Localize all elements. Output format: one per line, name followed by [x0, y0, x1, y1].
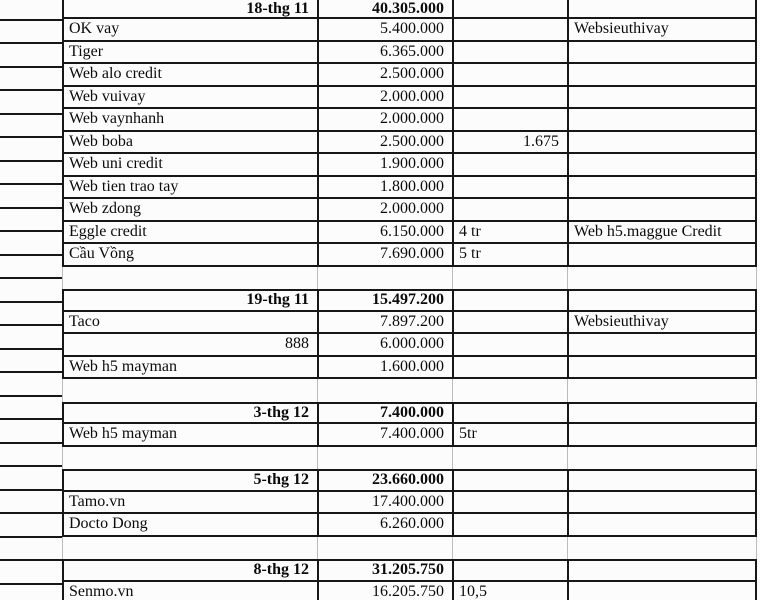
amount-cell[interactable]: 1.800.000 [319, 177, 454, 200]
table-row [62, 199, 757, 222]
name-cell[interactable]: Web tien trao tay [64, 177, 319, 200]
table-row [62, 424, 757, 447]
note-cell[interactable] [569, 87, 757, 110]
stub-cell[interactable] [0, 91, 62, 115]
date-header-row [62, 402, 757, 425]
total-cell[interactable]: 40.305.000 [319, 0, 454, 19]
spacer-cell[interactable] [453, 267, 568, 290]
amount-cell[interactable]: 17.400.000 [319, 492, 454, 515]
note-cell[interactable]: Websieuthivay [569, 19, 757, 42]
table-row [62, 154, 757, 177]
spacer-cell[interactable] [63, 537, 318, 560]
spacer-cell[interactable] [63, 379, 318, 402]
amount-cell[interactable]: 7.897.200 [319, 312, 454, 335]
spacer-cell[interactable] [63, 267, 318, 290]
amount-cell[interactable]: 6.150.000 [319, 222, 454, 245]
stub-cell[interactable] [0, 21, 62, 45]
note-cell[interactable] [569, 582, 757, 600]
name-cell[interactable]: Web alo credit [64, 64, 319, 87]
note-cell[interactable] [569, 357, 757, 380]
date-header-row [62, 559, 757, 582]
total-cell[interactable]: 31.205.750 [319, 561, 454, 582]
stub-cell[interactable] [0, 373, 62, 397]
note-cell[interactable] [569, 334, 757, 357]
stub-cell[interactable] [0, 44, 62, 68]
table-row [62, 109, 757, 132]
extra-cell[interactable]: 4 tr [454, 222, 569, 245]
stub-cell[interactable] [0, 138, 62, 162]
spacer-cell[interactable] [318, 537, 453, 560]
spacer-cell[interactable] [568, 447, 757, 470]
stub-cell[interactable] [0, 115, 62, 139]
extra-cell[interactable] [454, 199, 569, 222]
note-cell[interactable] [569, 199, 757, 222]
date-cell[interactable]: 19-thg 11 [64, 291, 319, 312]
stub-cell[interactable] [0, 232, 62, 256]
stub-cell[interactable] [0, 561, 62, 585]
extra-cell[interactable] [454, 109, 569, 132]
note-cell[interactable] [569, 291, 757, 312]
amount-cell[interactable]: 1.900.000 [319, 154, 454, 177]
table-row [62, 312, 757, 335]
stub-cell[interactable] [0, 491, 62, 515]
date-cell[interactable]: 3-thg 12 [64, 404, 319, 425]
extra-cell[interactable]: 5tr [454, 424, 569, 447]
stub-cell[interactable] [0, 209, 62, 233]
note-cell[interactable]: Websieuthivay [569, 312, 757, 335]
note-cell[interactable] [569, 492, 757, 515]
extra-cell[interactable] [454, 357, 569, 380]
amount-cell[interactable]: 6.000.000 [319, 334, 454, 357]
extra-cell[interactable] [454, 471, 569, 492]
extra-cell[interactable] [454, 154, 569, 177]
spacer-cell[interactable] [453, 379, 568, 402]
extra-cell[interactable] [454, 0, 569, 19]
name-cell[interactable]: 888 [64, 334, 319, 357]
name-cell[interactable]: Taco [64, 312, 319, 335]
date-header-row [62, 0, 757, 19]
spacer-cell[interactable] [568, 379, 757, 402]
stub-cell[interactable] [0, 303, 62, 327]
note-cell[interactable]: Web h5.maggue Credit [569, 222, 757, 245]
table-row [62, 64, 757, 87]
amount-cell[interactable]: 2.500.000 [319, 132, 454, 155]
date-header-row [62, 469, 757, 492]
extra-cell[interactable] [454, 334, 569, 357]
note-cell[interactable] [569, 514, 757, 537]
name-cell[interactable]: Eggle credit [64, 222, 319, 245]
extra-cell[interactable] [454, 177, 569, 200]
stub-cell[interactable] [0, 467, 62, 491]
extra-cell[interactable] [454, 291, 569, 312]
spacer-cell[interactable] [318, 267, 453, 290]
stub-cell[interactable] [0, 68, 62, 92]
amount-cell[interactable]: 2.000.000 [319, 87, 454, 110]
note-cell[interactable] [569, 471, 757, 492]
spacer-row [62, 447, 757, 470]
total-cell[interactable]: 23.660.000 [319, 471, 454, 492]
amount-cell[interactable]: 7.690.000 [319, 244, 454, 267]
spacer-cell[interactable] [568, 267, 757, 290]
total-cell[interactable]: 7.400.000 [319, 404, 454, 425]
table-row [62, 334, 757, 357]
note-cell[interactable] [569, 404, 757, 425]
name-cell[interactable]: OK vay [64, 19, 319, 42]
table-row [62, 357, 757, 380]
date-header-row [62, 289, 757, 312]
note-cell[interactable] [569, 561, 757, 582]
extra-cell[interactable] [454, 514, 569, 537]
extra-cell[interactable]: 1.675 [454, 132, 569, 155]
table-row [62, 42, 757, 65]
stub-cell[interactable] [0, 185, 62, 209]
stub-cell[interactable] [0, 444, 62, 468]
spacer-cell[interactable] [318, 379, 453, 402]
name-cell[interactable]: Web uni credit [64, 154, 319, 177]
extra-cell[interactable] [454, 561, 569, 582]
note-cell[interactable] [569, 109, 757, 132]
name-cell[interactable]: Senmo.vn [64, 582, 319, 600]
extra-cell[interactable] [454, 87, 569, 110]
extra-cell[interactable]: 10,5 [454, 582, 569, 600]
name-cell[interactable]: Web zdong [64, 199, 319, 222]
note-cell[interactable] [569, 132, 757, 155]
note-cell[interactable] [569, 424, 757, 447]
spacer-row [62, 379, 757, 402]
extra-cell[interactable] [454, 492, 569, 515]
total-cell[interactable]: 15.497.200 [319, 291, 454, 312]
name-cell[interactable]: Web h5 mayman [64, 424, 319, 447]
name-cell[interactable]: Web vuivay [64, 87, 319, 110]
stub-cell[interactable] [0, 279, 62, 303]
stub-cell[interactable] [0, 162, 62, 186]
spacer-row [62, 537, 757, 560]
table-row [62, 582, 757, 600]
amount-cell[interactable]: 6.260.000 [319, 514, 454, 537]
table-row [62, 177, 757, 200]
table-row [62, 87, 757, 110]
spacer-cell[interactable] [318, 447, 453, 470]
amount-cell[interactable]: 6.365.000 [319, 42, 454, 65]
name-cell[interactable]: Docto Dong [64, 514, 319, 537]
amount-cell[interactable]: 16.205.750 [319, 582, 454, 600]
stub-cell[interactable] [0, 514, 62, 538]
table-row [62, 222, 757, 245]
date-cell[interactable]: 5-thg 12 [64, 471, 319, 492]
amount-cell[interactable]: 2.500.000 [319, 64, 454, 87]
table-row [62, 132, 757, 155]
amount-cell[interactable]: 1.600.000 [319, 357, 454, 380]
stub-cell[interactable] [0, 397, 62, 421]
note-cell[interactable] [569, 244, 757, 267]
stub-cell[interactable] [0, 256, 62, 280]
extra-cell[interactable] [454, 42, 569, 65]
spacer-row [62, 267, 757, 290]
extra-cell[interactable]: 5 tr [454, 244, 569, 267]
name-cell[interactable]: Web boba [64, 132, 319, 155]
spacer-cell[interactable] [568, 537, 757, 560]
spacer-cell[interactable] [63, 447, 318, 470]
ledger-table [62, 0, 757, 600]
extra-cell[interactable] [454, 404, 569, 425]
date-cell[interactable]: 8-thg 12 [64, 561, 319, 582]
table-row [62, 244, 757, 267]
note-cell[interactable] [569, 42, 757, 65]
stub-cell[interactable] [0, 326, 62, 350]
name-cell[interactable]: Cầu Vồng [64, 244, 319, 267]
extra-cell[interactable] [454, 19, 569, 42]
amount-cell[interactable]: 7.400.000 [319, 424, 454, 447]
stub-cell[interactable] [0, 350, 62, 374]
name-cell[interactable]: Tamo.vn [64, 492, 319, 515]
spacer-cell[interactable] [453, 537, 568, 560]
note-cell[interactable] [569, 64, 757, 87]
stub-cell[interactable] [0, 0, 62, 21]
table-row [62, 492, 757, 515]
note-cell[interactable] [569, 177, 757, 200]
amount-cell[interactable]: 2.000.000 [319, 199, 454, 222]
note-cell[interactable] [569, 0, 757, 19]
name-cell[interactable]: Web h5 mayman [64, 357, 319, 380]
stub-cell[interactable] [0, 585, 62, 600]
extra-cell[interactable] [454, 64, 569, 87]
table-row [62, 19, 757, 42]
name-cell[interactable]: Tiger [64, 42, 319, 65]
amount-cell[interactable]: 5.400.000 [319, 19, 454, 42]
table-row [62, 514, 757, 537]
stub-cell[interactable] [0, 420, 62, 444]
extra-cell[interactable] [454, 312, 569, 335]
note-cell[interactable] [569, 154, 757, 177]
name-cell[interactable]: Web vaynhanh [64, 109, 319, 132]
row-header-column [0, 0, 62, 600]
spacer-cell[interactable] [453, 447, 568, 470]
stub-cell[interactable] [0, 538, 62, 562]
date-cell[interactable]: 18-thg 11 [64, 0, 319, 19]
amount-cell[interactable]: 2.000.000 [319, 109, 454, 132]
